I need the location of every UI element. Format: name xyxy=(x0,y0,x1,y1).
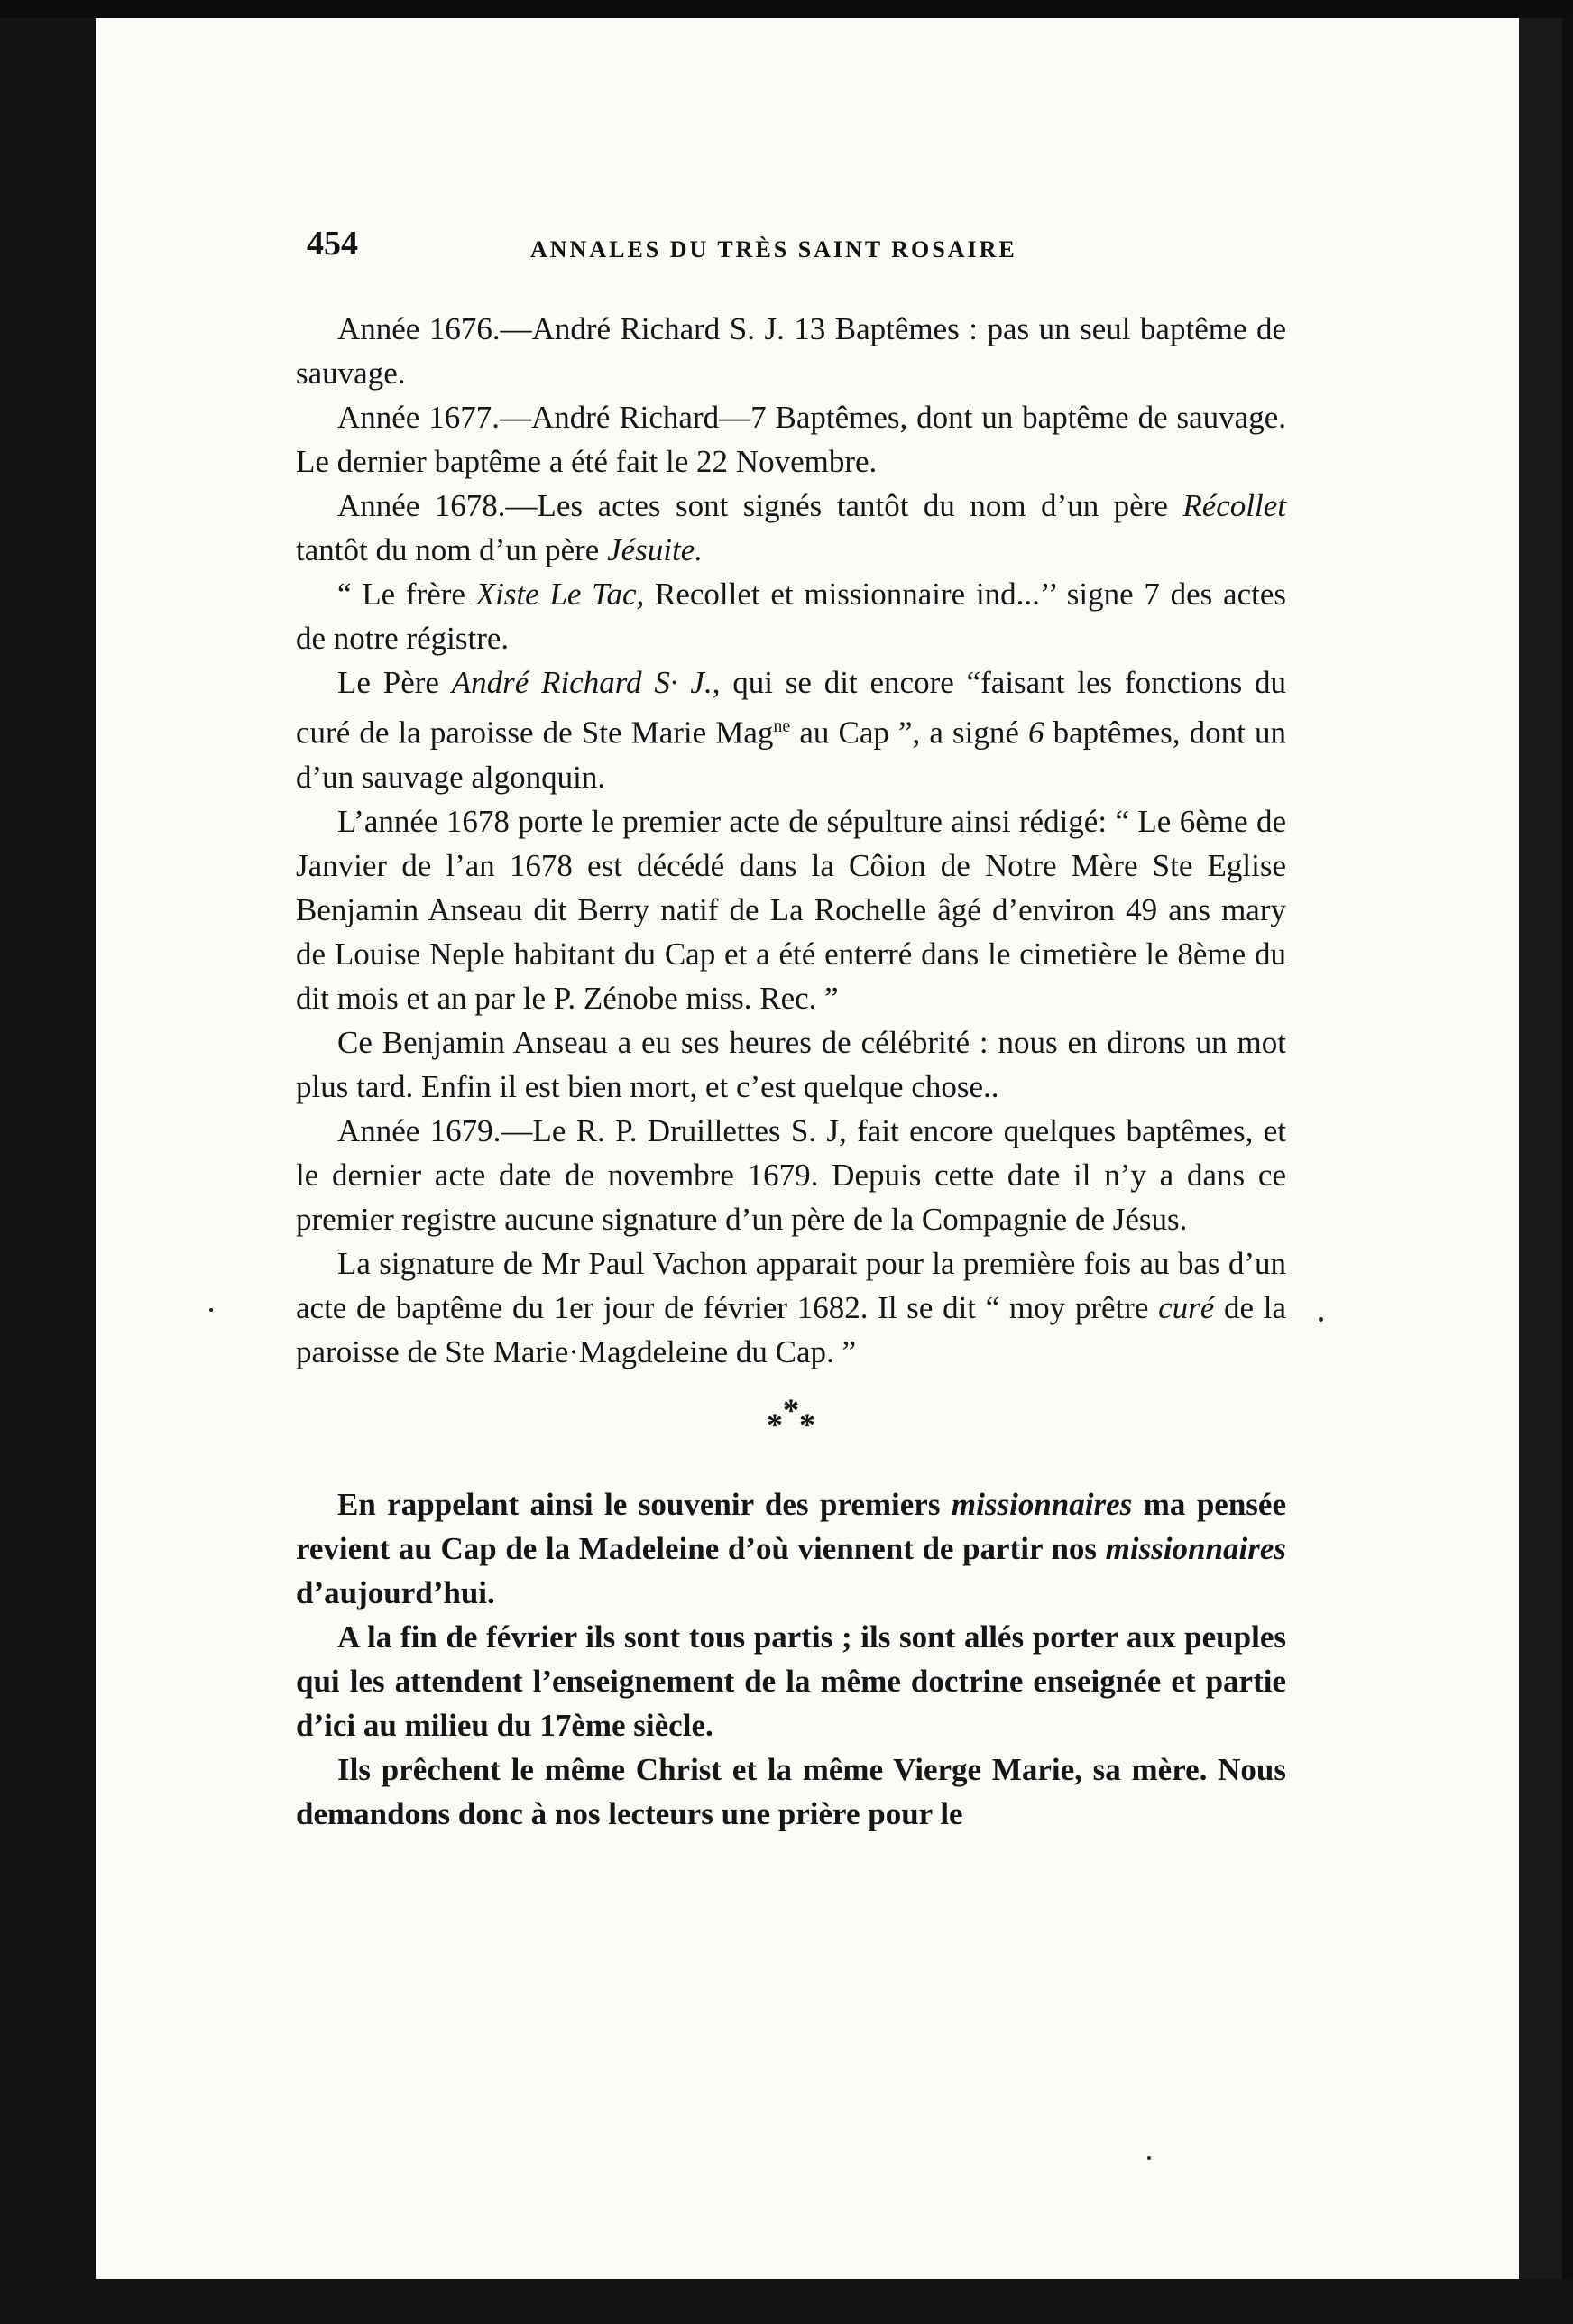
italic-run: missionnaires xyxy=(1105,1530,1286,1566)
italic-run: Récollet xyxy=(1182,488,1286,523)
asterism-separator xyxy=(296,1374,1286,1482)
asterisk: * xyxy=(783,1391,799,1428)
running-head xyxy=(307,224,1317,278)
text-run: Année 1678.—Les actes sont signés tantôt du nom d’un père xyxy=(337,488,1183,523)
italic-run: 6 xyxy=(1028,715,1044,751)
text-run: , qui se dit encore “faisant les fonctions du curé de la paroisse de Ste Marie Mag xyxy=(296,665,1286,751)
scan-speck xyxy=(1319,1317,1323,1322)
paragraph-andre-richard xyxy=(296,660,1286,799)
text-run: tantôt du nom d’un père xyxy=(296,532,608,567)
running-title: ANNALES DU TRÈS SAINT ROSAIRE xyxy=(530,236,1017,263)
page-number: 454 xyxy=(307,225,358,263)
italic-run: Jésuite. xyxy=(607,532,703,567)
italic-run: curé xyxy=(1158,1289,1215,1325)
asterisk: * xyxy=(767,1406,783,1443)
paragraph-1677: Année 1677.—André Richard—7 Baptêmes, dont un baptême de sauvage. Le dernier baptême a été fait le 22 Novembre. xyxy=(296,400,1286,479)
text-run: ma pensée revient au Cap de la Madeleine d’où viennent de partir nos xyxy=(296,1486,1286,1566)
paragraph-paul-vachon xyxy=(296,1241,1286,1374)
paragraph-xiste-le-tac xyxy=(296,572,1286,660)
scan-bottom-border xyxy=(0,2279,1573,2324)
paragraph-sepulture: L’année 1678 porte le premier acte de sépulture ainsi rédigé: “ Le 6ème de Janvier de l’an 1678 est décédé dans la Côion de Notre Mère Ste Eglise Benjamin Anseau dit Berry natif de La Rochelle âgé d’environ 49 ans mary de Louise Neple habitant du Cap et a été enterré dans le cimetière le 8ème du dit mois et an par le P. Zénobe miss. Rec. ” xyxy=(296,803,1286,1016)
next-page-shadow xyxy=(1562,18,1573,2279)
superscript: ne xyxy=(773,716,791,736)
text-run: Le Père xyxy=(337,665,452,700)
text-run: La signature de Mr Paul Vachon apparait pour la première fois au bas d’un acte de baptême du 1er jour de février 1682. Il se dit “ moy prêtre xyxy=(296,1245,1286,1325)
scan-speck xyxy=(209,1308,213,1312)
scan-top-border xyxy=(0,0,1573,18)
text-run: “ Le frère xyxy=(337,576,476,612)
text-run: de la paroisse de Ste Marie·Magdeleine du Cap. ” xyxy=(296,1289,1287,1370)
scan-speck xyxy=(1147,2156,1151,2160)
italic-run: missionnaires xyxy=(951,1486,1133,1522)
text-run: d’aujourd’hui. xyxy=(296,1574,495,1610)
italic-run: André Richard S· J. xyxy=(451,665,713,700)
page-body xyxy=(296,307,1286,1836)
italic-run: Xiste Le Tac, xyxy=(475,576,645,612)
paragraph-1679: Année 1679.—Le R. P. Druillettes S. J, fait encore quelques baptêmes, et le dernier acte date de novembre 1679. Depuis cette date il n’y a dans ce premier registre aucune signature d’un père de la Compagnie de Jésus. xyxy=(296,1112,1286,1237)
text-run: Recollet et missionnaire ind...’’ signe 7 des actes de notre régistre. xyxy=(296,576,1286,656)
paragraph-fin-fevrier: A la fin de février ils sont tous partis ; ils sont allés porter aux peuples qui les attendent l’enseignement de la même doctrine enseignée et partie d’ici au milieu du 17ème siècle. xyxy=(296,1618,1286,1743)
asterisk: * xyxy=(799,1406,815,1443)
next-page-edge xyxy=(1519,18,1573,2279)
text-run: En rappelant ainsi le souvenir des premiers xyxy=(337,1486,952,1522)
paragraph-1678 xyxy=(296,484,1286,572)
text-run: au Cap ”, a signé xyxy=(790,715,1029,751)
paragraph-1676: Année 1676.—André Richard S. J. 13 Baptêmes : pas un seul baptême de sauvage. xyxy=(296,311,1286,391)
paragraph-prechent: Ils prêchent le même Christ et la même Vierge Marie, sa mère. Nous demandons donc à nos lecteurs une prière pour le xyxy=(296,1751,1286,1831)
paragraph-benjamin-anseau: Ce Benjamin Anseau a eu ses heures de célébrité : nous en dirons un mot plus tard. Enfin il est bien mort, et c’est quelque chose.. xyxy=(296,1024,1286,1104)
text-run: baptêmes, dont un d’un sauvage algonquin. xyxy=(296,715,1286,795)
paragraph-missionnaires xyxy=(296,1482,1286,1615)
